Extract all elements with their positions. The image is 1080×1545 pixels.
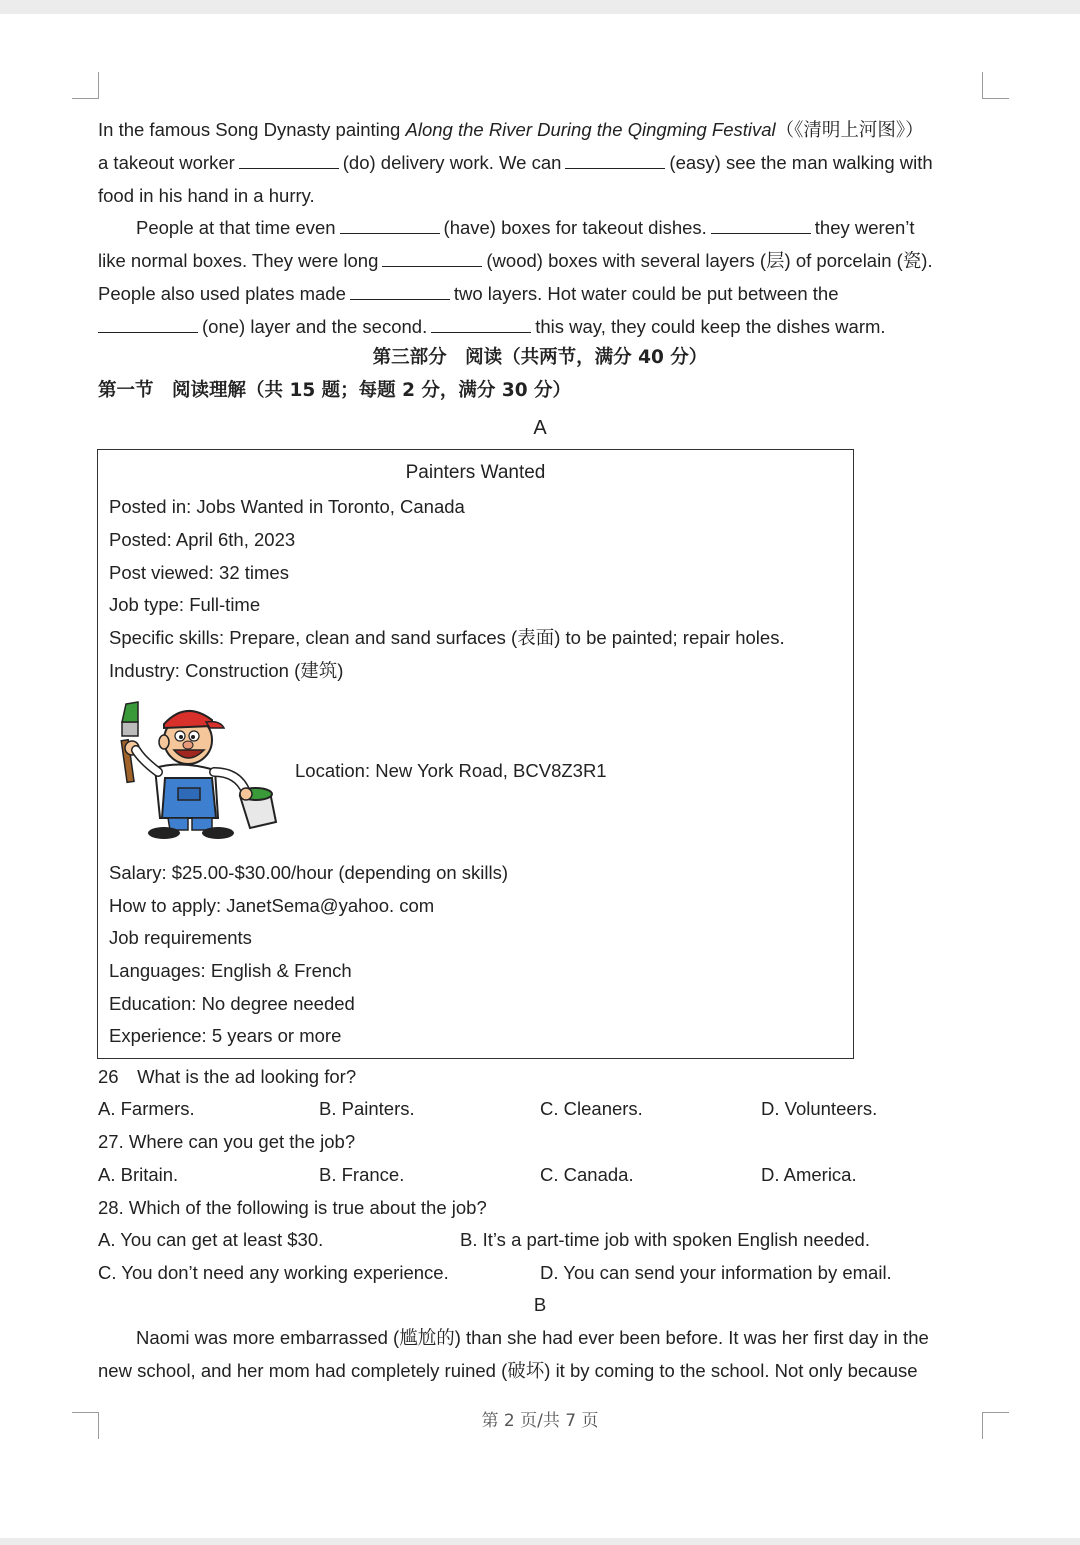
passage-text: In the famous Song Dynasty painting [98,119,406,140]
ad-requirements-heading: Job requirements [109,927,252,948]
answer-blank[interactable] [98,316,198,333]
passage-text: People at that time even [136,217,336,238]
passage-text: this way, they could keep the dishes warm. [535,316,886,337]
passage-text: (one) layer and the second. [202,316,428,337]
ad-industry: Industry: Construction (建筑) [109,660,344,681]
question-26: 26 What is the ad looking for? [98,1066,357,1087]
q28-option-b[interactable]: B. It’s a part-time job with spoken English needed. [460,1229,870,1250]
ad-languages: Languages: English & French [109,960,352,981]
passage-text: People also used plates made [98,283,346,304]
ad-job-type: Job type: Full-time [109,594,261,615]
crop-mark-top-left [72,72,99,99]
q26-option-d[interactable]: D. Volunteers. [761,1098,878,1119]
page-number: 第 2 页/共 7 页 [481,1411,599,1431]
answer-blank[interactable] [340,217,440,234]
passage-line-6 [98,282,838,306]
passage-text: (wood) boxes with several layers (层) of porcelain (瓷). [486,250,933,271]
ad-apply: How to apply: JanetSema@yahoo. com [109,895,435,916]
passage-text: (do) delivery work. We can [342,152,562,173]
passage-text: they weren’t [814,217,915,238]
page-bottom-edge [0,1538,1080,1545]
passage-line-4 [136,216,915,240]
passage-text: food in his hand in a hurry. [98,185,315,206]
answer-blank[interactable] [239,152,339,169]
q27-option-a[interactable]: A. Britain. [98,1164,179,1185]
ad-education: Education: No degree needed [109,993,355,1014]
ad-posted-in: Posted in: Jobs Wanted in Toronto, Canada [109,496,465,517]
painting-title: Along the River During the Qingming Festival [405,119,776,140]
q27-option-b[interactable]: B. France. [319,1164,405,1185]
passage-text: like normal boxes. They were long [98,250,379,271]
passage-label-a: A [533,417,547,439]
ad-posted-date: Posted: April 6th, 2023 [109,529,296,550]
page-top-edge [0,0,1080,14]
passage-text: (have) boxes for takeout dishes. [443,217,707,238]
q28-option-a[interactable]: A. You can get at least $30. [98,1229,324,1250]
q26-option-c[interactable]: C. Cleaners. [540,1098,643,1119]
q26-option-a[interactable]: A. Farmers. [98,1098,195,1119]
job-ad-box [97,449,854,1059]
q28-option-c[interactable]: C. You don’t need any working experience. [98,1262,449,1283]
passage-label-b: B [533,1294,547,1315]
ad-skills: Specific skills: Prepare, clean and sand surfaces (表面) to be painted; repair holes. [109,627,785,648]
ad-salary: Salary: $25.00-$30.00/hour (depending on skills) [109,862,509,883]
passage-line-1 [98,118,924,143]
section-title: 第三部分 阅读（共两节，满分 40 分） [372,347,708,368]
q26-option-b[interactable]: B. Painters. [319,1098,415,1119]
q27-option-c[interactable]: C. Canada. [540,1164,634,1185]
ad-title: Painters Wanted [405,462,546,483]
question-27: 27. Where can you get the job? [98,1131,356,1152]
answer-blank[interactable] [431,316,531,333]
passage-line-2 [98,151,933,175]
answer-blank[interactable] [711,217,811,234]
passage-line-3 [98,184,315,208]
painting-chinese-title: （《清明上河图》） [775,120,924,141]
q28-option-d[interactable]: D. You can send your information by email. [540,1262,892,1283]
ad-views: Post viewed: 32 times [109,562,289,583]
answer-blank[interactable] [350,283,450,300]
passage-text: two layers. Hot water could be put between the [453,283,839,304]
passage-line-5 [98,249,933,273]
q27-option-d[interactable]: D. America. [761,1164,857,1185]
subsection-title: 第一节 阅读理解（共 15 题；每题 2 分，满分 30 分） [98,380,572,401]
passage-b-line-2: new school, and her mom had completely ruined (破坏) it by coming to the school. Not only because [98,1360,918,1381]
crop-mark-top-right [982,72,1009,99]
passage-line-7 [98,315,886,339]
question-28: 28. Which of the following is true about the job? [98,1197,487,1218]
passage-text: (easy) see the man walking with [669,152,933,173]
passage-text: a takeout worker [98,152,235,173]
ad-location: Location: New York Road, BCV8Z3R1 [295,760,607,781]
answer-blank[interactable] [382,250,482,267]
passage-b-line-1: Naomi was more embarrassed (尴尬的) than she had ever been before. It was her first day in the [136,1327,929,1348]
painter-illustration [120,700,285,840]
ad-experience: Experience: 5 years or more [109,1025,342,1046]
answer-blank[interactable] [565,152,665,169]
